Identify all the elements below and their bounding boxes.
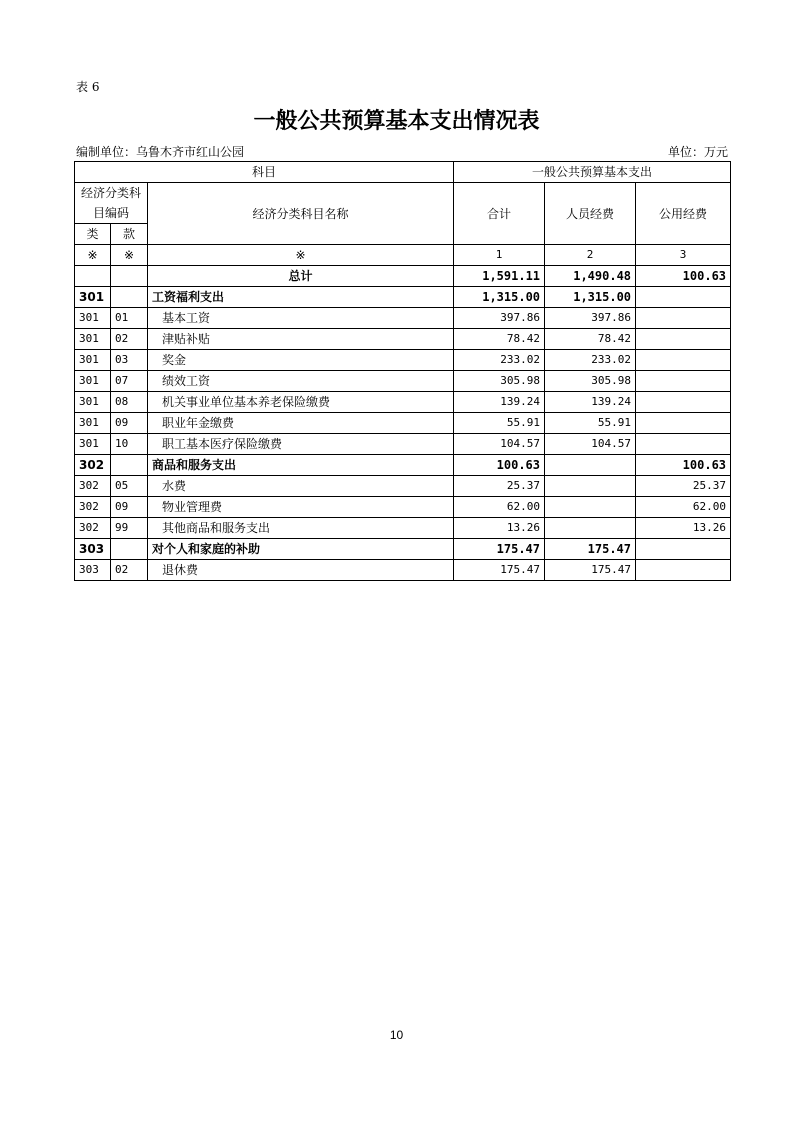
personnel-cell: 175.47 <box>545 560 636 581</box>
personnel-cell: 397.86 <box>545 308 636 329</box>
total-cell: 100.63 <box>454 455 545 476</box>
public-cell <box>636 350 731 371</box>
public-cell <box>636 539 731 560</box>
subcategory-code-cell: 02 <box>111 560 148 581</box>
item-name-cell: 职工基本医疗保险缴费 <box>148 434 454 455</box>
budget-table <box>74 161 731 581</box>
table-row <box>75 560 731 581</box>
subcategory-code-cell: 08 <box>111 392 148 413</box>
item-name-cell: 对个人和家庭的补助 <box>148 539 454 560</box>
table-row <box>75 329 731 350</box>
item-name-cell: 商品和服务支出 <box>148 455 454 476</box>
category-code-cell: 301 <box>75 308 111 329</box>
public-cell <box>636 371 731 392</box>
currency-unit: 单位：万元 <box>667 145 728 159</box>
total-cell: 78.42 <box>454 329 545 350</box>
subcategory-code-cell: 10 <box>111 434 148 455</box>
table-row <box>75 434 731 455</box>
table-row <box>75 497 731 518</box>
index-cell: 1 <box>454 245 545 266</box>
public-cell: 25.37 <box>636 476 731 497</box>
item-name-cell: 退休费 <box>148 560 454 581</box>
category-code-cell: 301 <box>75 287 111 308</box>
public-column-header: 公用经费 <box>636 183 731 245</box>
category-code-cell: 302 <box>75 455 111 476</box>
subject-header: 科目 <box>75 162 454 183</box>
subcategory-code-cell: 07 <box>111 371 148 392</box>
public-cell: 100.63 <box>636 455 731 476</box>
item-name-cell: 绩效工资 <box>148 371 454 392</box>
subcategory-code-cell: 02 <box>111 329 148 350</box>
category-code-cell: 302 <box>75 476 111 497</box>
personnel-cell: 104.57 <box>545 434 636 455</box>
category-code-cell: 302 <box>75 518 111 539</box>
mark-cell: ※ <box>75 245 111 266</box>
header-row-4 <box>75 245 731 266</box>
personnel-cell: 175.47 <box>545 539 636 560</box>
lei-header: 类 <box>75 224 111 245</box>
table-number-label: 表 6 <box>76 80 100 94</box>
personnel-cell <box>545 476 636 497</box>
table-row <box>75 455 731 476</box>
index-cell: 3 <box>636 245 731 266</box>
public-cell <box>636 413 731 434</box>
category-code-cell: 301 <box>75 350 111 371</box>
subcategory-code-cell: 99 <box>111 518 148 539</box>
page-number: 10 <box>389 1028 404 1042</box>
personnel-cell: 1,315.00 <box>545 287 636 308</box>
personnel-cell: 78.42 <box>545 329 636 350</box>
category-code-cell: 301 <box>75 413 111 434</box>
item-name-cell: 职业年金缴费 <box>148 413 454 434</box>
personnel-cell <box>545 497 636 518</box>
item-name-cell: 物业管理费 <box>148 497 454 518</box>
public-cell <box>636 329 731 350</box>
total-cell: 1,315.00 <box>454 287 545 308</box>
table-row <box>75 518 731 539</box>
table-row <box>75 350 731 371</box>
code-group-header: 经济分类科目编码 <box>75 183 148 224</box>
personnel-cell <box>545 518 636 539</box>
total-cell: 25.37 <box>454 476 545 497</box>
table-row <box>75 476 731 497</box>
item-name-cell: 奖金 <box>148 350 454 371</box>
personnel-column-header: 人员经费 <box>545 183 636 245</box>
category-code-cell: 301 <box>75 371 111 392</box>
personnel-cell: 305.98 <box>545 371 636 392</box>
table-row <box>75 371 731 392</box>
total-cell: 13.26 <box>454 518 545 539</box>
mark-cell: ※ <box>111 245 148 266</box>
item-name-cell: 津贴补贴 <box>148 329 454 350</box>
item-name-cell: 工资福利支出 <box>148 287 454 308</box>
subcategory-code-cell: 09 <box>111 497 148 518</box>
subcategory-code-cell: 05 <box>111 476 148 497</box>
item-name-cell: 机关事业单位基本养老保险缴费 <box>148 392 454 413</box>
total-cell: 1,591.11 <box>454 266 545 287</box>
public-cell <box>636 287 731 308</box>
personnel-cell: 139.24 <box>545 392 636 413</box>
subcategory-code-cell <box>111 266 148 287</box>
mark-cell: ※ <box>148 245 454 266</box>
general-basic-header: 一般公共预算基本支出 <box>454 162 731 183</box>
category-code-cell: 301 <box>75 392 111 413</box>
personnel-cell: 1,490.48 <box>545 266 636 287</box>
category-code-cell: 301 <box>75 434 111 455</box>
subcategory-code-cell: 03 <box>111 350 148 371</box>
table-row <box>75 287 731 308</box>
personnel-cell: 233.02 <box>545 350 636 371</box>
category-code-cell: 303 <box>75 539 111 560</box>
category-code-cell: 303 <box>75 560 111 581</box>
table-row <box>75 392 731 413</box>
table-row <box>75 266 731 287</box>
item-name-cell: 其他商品和服务支出 <box>148 518 454 539</box>
personnel-cell: 55.91 <box>545 413 636 434</box>
table-row <box>75 413 731 434</box>
personnel-cell <box>545 455 636 476</box>
total-cell: 139.24 <box>454 392 545 413</box>
compiling-unit: 编制单位：乌鲁木齐市红山公园 <box>76 145 245 159</box>
subcategory-code-cell <box>111 287 148 308</box>
public-cell: 62.00 <box>636 497 731 518</box>
subcategory-code-cell: 01 <box>111 308 148 329</box>
total-cell: 397.86 <box>454 308 545 329</box>
subcategory-code-cell <box>111 455 148 476</box>
public-cell <box>636 392 731 413</box>
header-row-1 <box>75 162 731 183</box>
total-cell: 305.98 <box>454 371 545 392</box>
total-cell: 104.57 <box>454 434 545 455</box>
item-name-cell: 总计 <box>148 266 454 287</box>
item-name-cell: 基本工资 <box>148 308 454 329</box>
total-cell: 55.91 <box>454 413 545 434</box>
public-cell: 100.63 <box>636 266 731 287</box>
total-cell: 175.47 <box>454 560 545 581</box>
index-cell: 2 <box>545 245 636 266</box>
name-column-header: 经济分类科目名称 <box>148 183 454 245</box>
subcategory-code-cell: 09 <box>111 413 148 434</box>
category-code-cell <box>75 266 111 287</box>
total-cell: 62.00 <box>454 497 545 518</box>
item-name-cell: 水费 <box>148 476 454 497</box>
table-row <box>75 308 731 329</box>
public-cell <box>636 308 731 329</box>
total-column-header: 合计 <box>454 183 545 245</box>
category-code-cell: 301 <box>75 329 111 350</box>
public-cell: 13.26 <box>636 518 731 539</box>
subcategory-code-cell <box>111 539 148 560</box>
page-title: 一般公共预算基本支出情况表 <box>253 109 540 134</box>
public-cell <box>636 560 731 581</box>
total-cell: 175.47 <box>454 539 545 560</box>
total-cell: 233.02 <box>454 350 545 371</box>
header-row-2 <box>75 183 731 224</box>
kuan-header: 款 <box>111 224 148 245</box>
category-code-cell: 302 <box>75 497 111 518</box>
table-row <box>75 539 731 560</box>
public-cell <box>636 434 731 455</box>
